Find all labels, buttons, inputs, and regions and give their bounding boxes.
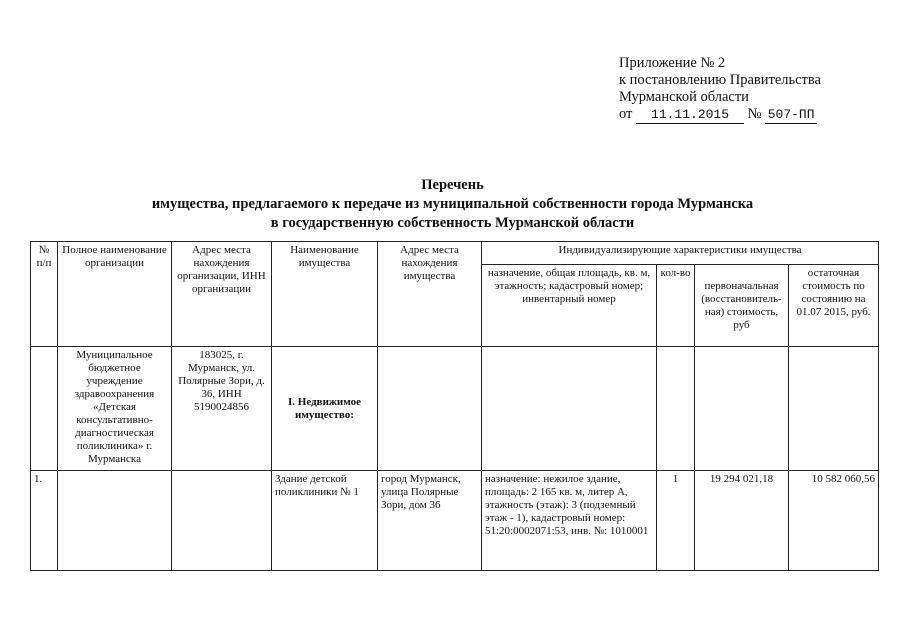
header-purpose: назначение, общая площадь, кв. м, этажность; кадастровый номер; инвентарный номер bbox=[482, 265, 657, 347]
appendix-line-2: к постановлению Правительства bbox=[619, 72, 821, 88]
section-heading: I. Недвижимое имущество: bbox=[272, 347, 378, 471]
header-property-address: Адрес места нахождения имущества bbox=[378, 242, 482, 347]
header-property-name: Наименование имущества bbox=[272, 242, 378, 347]
row-num: 1. bbox=[31, 471, 58, 571]
appendix-date: 11.11.2015 bbox=[636, 106, 744, 124]
table-row bbox=[31, 471, 879, 571]
row-initial-cost: 19 294 021,18 bbox=[695, 471, 789, 571]
row-residual-cost: 10 582 060,56 bbox=[789, 471, 879, 571]
org-row-empty-1 bbox=[378, 347, 482, 471]
row-qty: 1 bbox=[657, 471, 695, 571]
header-row-1 bbox=[31, 242, 879, 265]
appendix-line-3: Мурманской области bbox=[619, 89, 749, 105]
org-row bbox=[31, 347, 879, 471]
appendix-number: 507-ПП bbox=[765, 106, 817, 124]
org-row-empty-3 bbox=[657, 347, 695, 471]
header-org-address: Адрес места нахождения организации, ИНН организации bbox=[172, 242, 272, 347]
header-initial-cost: первоначальная (восстановитель-ная) стоимость, руб bbox=[695, 265, 789, 347]
header-characteristics: Индивидуализирующие характеристики имущества bbox=[482, 242, 879, 265]
title-line-2: имущества, предлагаемого к передаче из муниципальной собственности города Мурманска bbox=[151, 196, 754, 212]
appendix-line-1: Приложение № 2 bbox=[619, 55, 726, 71]
org-name-cell: Муниципальное бюджетное учреждение здравоохранения «Детская консультативно-диагностическая поликлиника» г. Мурманска bbox=[58, 347, 172, 471]
org-address-cell: 183025, г. Мурманск, ул. Полярные Зори, д. 36, ИНН 5190024856 bbox=[172, 347, 272, 471]
title-line-3: в государственную собственность Мурманской области bbox=[270, 215, 635, 231]
org-row-empty-4 bbox=[695, 347, 789, 471]
row-property-name: Здание детской поликлиники № 1 bbox=[272, 471, 378, 571]
title-line-1: Перечень bbox=[421, 177, 484, 193]
row-org-name bbox=[58, 471, 172, 571]
row-property-address: город Мурманск, улица Полярные Зори, дом 36 bbox=[378, 471, 482, 571]
row-org-address bbox=[172, 471, 272, 571]
row-purpose: назначение: нежилое здание, площадь: 2 165 кв. м, литер А, этажность (этаж): 3 (подземный этаж - 1), кадастровый номер: 51:20:0002071:53, инв. №: 1010001 bbox=[482, 471, 657, 571]
appendix-number-label: № bbox=[747, 106, 762, 122]
appendix-date-row bbox=[619, 106, 821, 124]
document-title bbox=[0, 176, 905, 233]
property-table bbox=[30, 241, 879, 571]
header-qty: кол-во bbox=[657, 265, 695, 347]
header-residual-cost: остаточная стоимость по состоянию на 01.07 2015, руб. bbox=[789, 265, 879, 347]
appendix-from-label: от bbox=[619, 106, 633, 122]
header-org-name: Полное наименование организации bbox=[58, 242, 172, 347]
org-row-num bbox=[31, 347, 58, 471]
org-row-empty-5 bbox=[789, 347, 879, 471]
header-num: № п/п bbox=[31, 242, 58, 347]
org-row-empty-2 bbox=[482, 347, 657, 471]
appendix-block bbox=[619, 55, 821, 124]
